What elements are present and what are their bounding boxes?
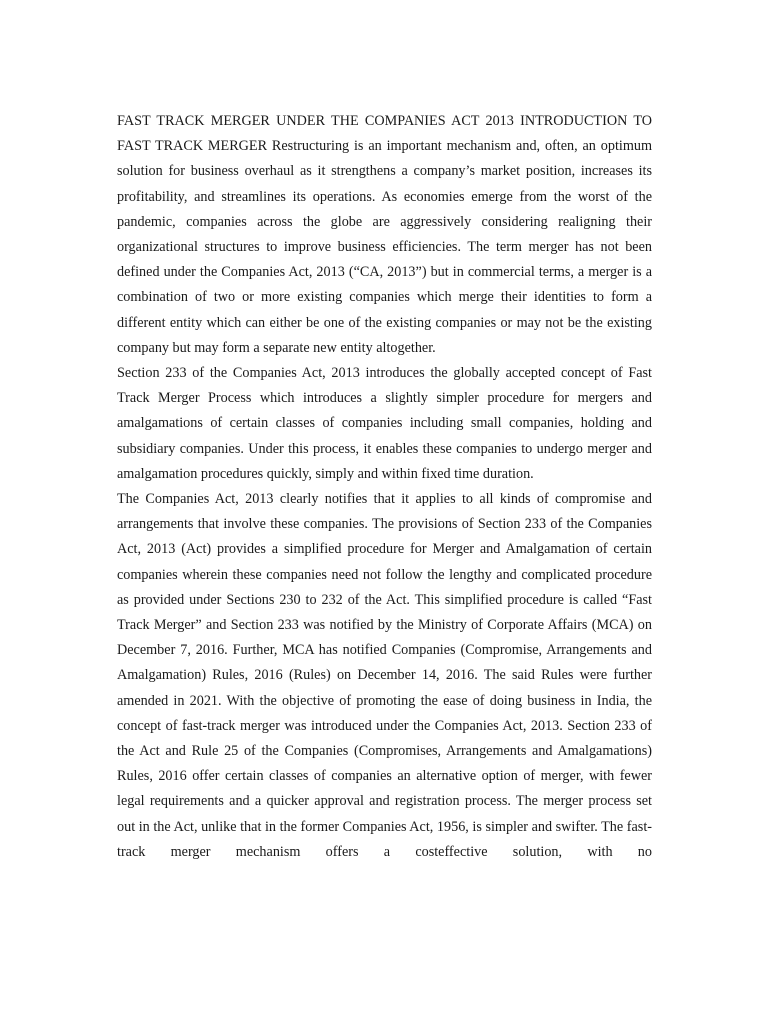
paragraph-companies-act: The Companies Act, 2013 clearly notifies that it applies to all kinds of compromise and arrangements that involve these companies. The provisions of Section 233 of the Companies Act, 2013 (Act) provides a simplified procedure for Merger and Amalgamation of certain companies wherein these companies need not follow the lengthy and complicated procedure as provided under Sections 230 to 232 of the Act. This simplified procedure is called “Fast Track Merger” and Section 233 was notified by the Ministry of Corporate Affairs (MCA) on December 7, 2016. Further, MCA has notified Companies (Compromise, Arrangements and Amalgamation) Rules, 2016 (Rules) on December 14, 2016. The said Rules were further amended in 2021. With the objective of promoting the ease of doing business in India, the concept of fast-track merger was introduced under the Companies Act, 2013. Section 233 of the Act and Rule 25 of the Companies (Compromises, Arrangements and Amalgamations) Rules, 2016 offer certain classes of companies an alternative option of merger, with fewer legal requirements and a quicker approval and registration process. The merger process set out in the Act, unlike that in the former Companies Act, 1956, is simpler and swifter. The fast-track merger mechanism offers a costeffective solution, with no bbox=[117, 491, 652, 860]
document-body bbox=[117, 109, 652, 865]
paragraph-introduction: FAST TRACK MERGER UNDER THE COMPANIES ACT 2013 INTRODUCTION TO FAST TRACK MERGER Restructuring is an important mechanism and, often, an optimum solution for business overhaul as it strengthens a company’s market position, increases its profitability, and streamlines its operations. As economies emerge from the worst of the pandemic, companies across the globe are aggressively considering realigning their organizational structures to improve business efficiencies. The term merger has not been defined under the Companies Act, 2013 (“CA, 2013”) but in commercial terms, a merger is a combination of two or more existing companies which merge their identities to form a different entity which can either be one of the existing companies or may not be the existing company but may form a separate new entity altogether. bbox=[117, 113, 652, 356]
paragraph-section-233: Section 233 of the Companies Act, 2013 introduces the globally accepted concept of Fast Track Merger Process which introduces a slightly simpler procedure for mergers and amalgamations of certain classes of companies including small companies, holding and subsidiary companies. Under this process, it enables these companies to undergo merger and amalgamation procedures quickly, simply and within fixed time duration. bbox=[117, 365, 652, 482]
